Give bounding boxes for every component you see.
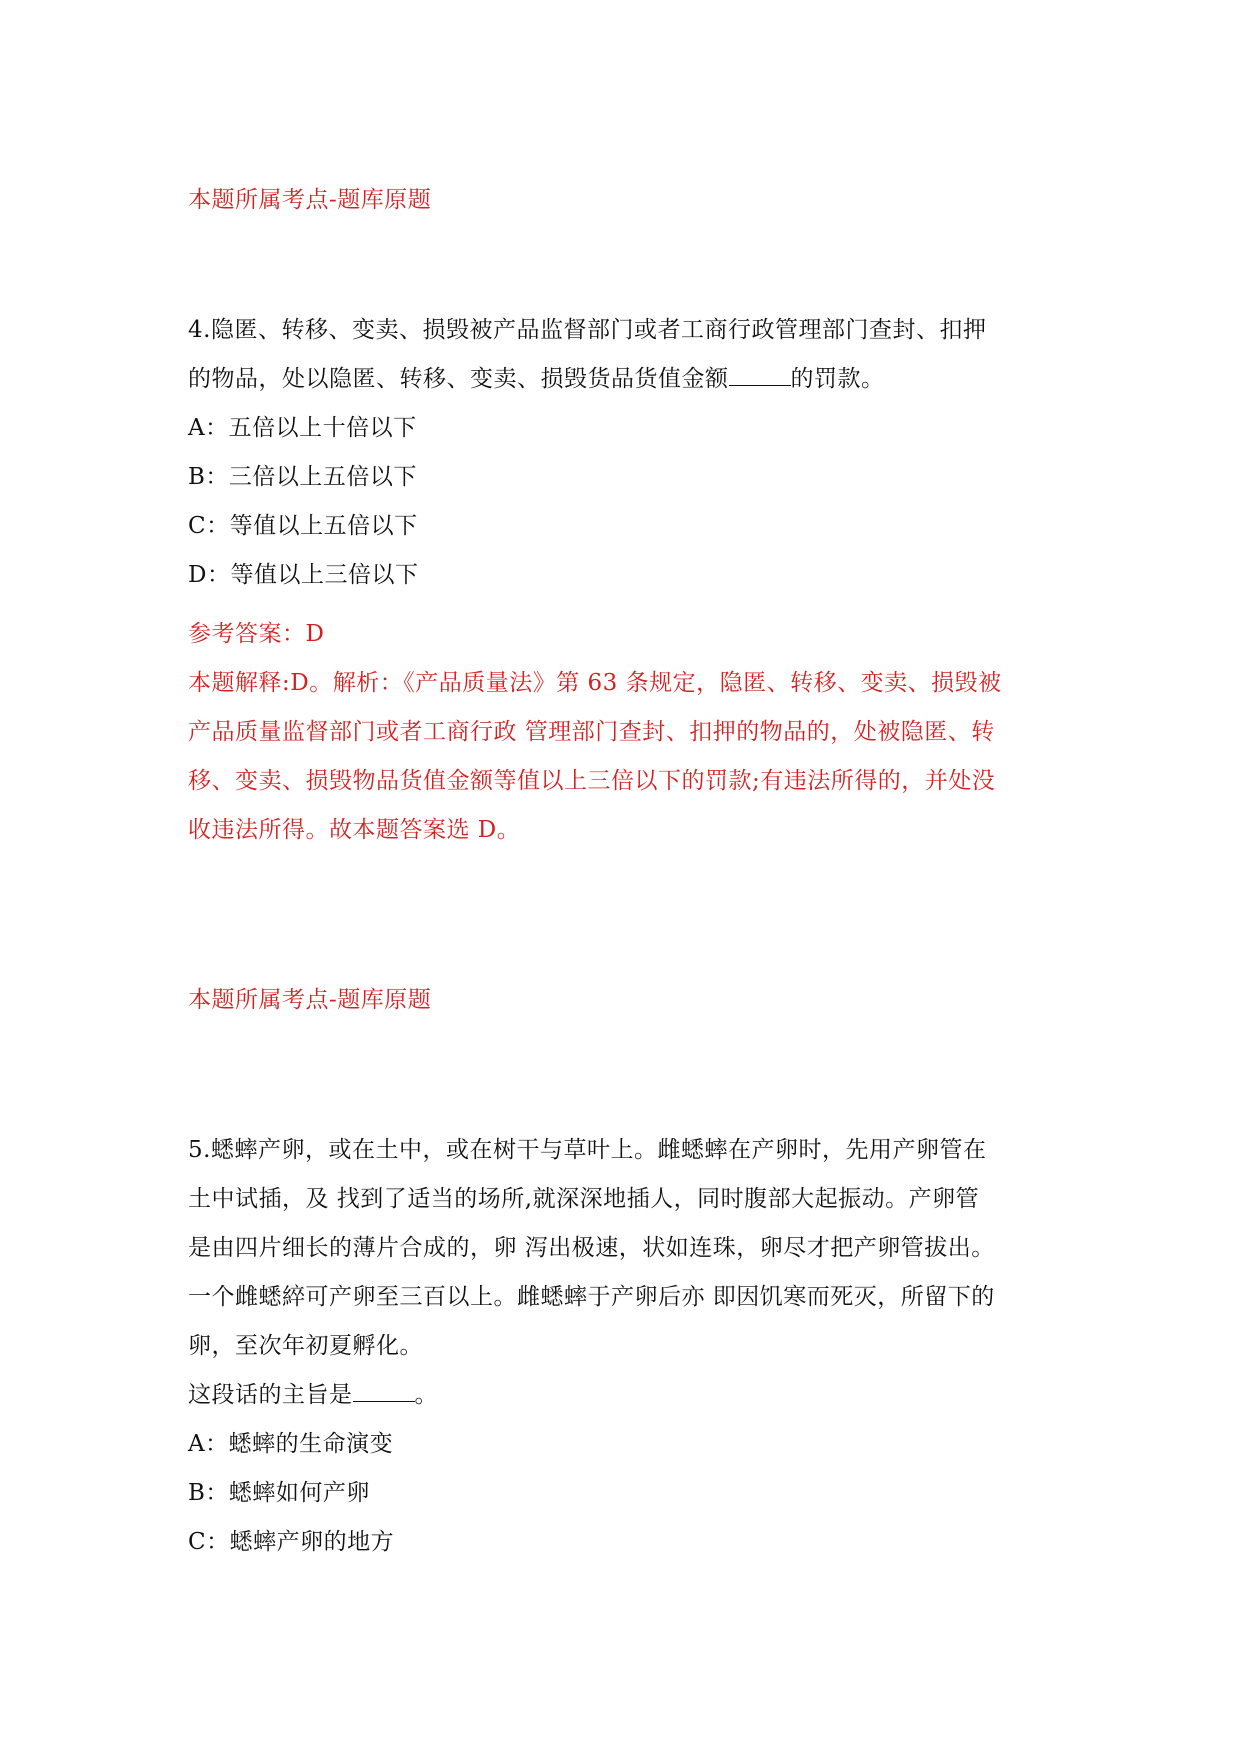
explanation-line: 本题解释:D。解析：《产品质量法》第 63 条规定，隐匿、转移、变卖、损毁被 — [188, 670, 1002, 696]
reference-answer: 参考答案：D — [188, 621, 325, 647]
question-stem-line: 土中试插，及 找到了适当的场所,就深深地插人，同时腹部大起振动。产卵管 — [188, 1186, 980, 1212]
option-c: C：蟋蟀产卵的地方 — [188, 1529, 395, 1555]
option-a: A：蟋蟀的生命演变 — [188, 1431, 394, 1457]
prompt-text: 这段话的主旨是 — [188, 1382, 353, 1408]
answer-blank — [353, 1379, 415, 1402]
q4-source — [188, 976, 1058, 1025]
question-stem-line: 5.蟋蟀产卵，或在土中，或在树干与草叶上。雌蟋蟀在产卵时，先用产卵管在 — [188, 1137, 987, 1163]
q4-answer-section — [188, 610, 1058, 855]
option-d: D：等值以上三倍以下 — [188, 562, 419, 588]
option-b: B：三倍以上五倍以下 — [188, 464, 417, 490]
question-5 — [188, 1126, 1058, 1567]
option-b: B：蟋蟀如何产卵 — [188, 1480, 370, 1506]
question-stem-line: 4.隐匿、转移、变卖、损毁被产品监督部门或者工商行政管理部门查封、扣押 — [188, 317, 987, 343]
source-label: 本题所属考点-题库原题 — [188, 187, 432, 213]
question-stem-line: 是由四片细长的薄片合成的，卵 泻出极速，状如连珠，卵尽才把产卵管拔出。 — [188, 1235, 995, 1261]
answer-blank — [729, 363, 791, 386]
option-a: A：五倍以上十倍以下 — [188, 415, 417, 441]
explanation-line: 产品质量监督部门或者工商行政 管理部门查封、扣押的物品的，处被隐匿、转 — [188, 719, 995, 745]
question-stem-line: 卵，至次年初夏孵化。 — [188, 1333, 423, 1359]
option-c: C：等值以上五倍以下 — [188, 513, 418, 539]
explanation-line: 收违法所得。故本题答案选 D。 — [188, 817, 521, 843]
section-top — [188, 176, 1058, 225]
source-label: 本题所属考点-题库原题 — [188, 987, 432, 1013]
question-stem-line — [188, 355, 1058, 404]
question-stem-line: 一个雌蟋綷可产卵至三百以上。雌蟋蟀于产卵后亦 即因饥寒而死灭，所留下的 — [188, 1284, 995, 1310]
explanation-line: 移、变卖、损毁物品货值金额等值以上三倍以下的罚款;有违法所得的，并处没 — [188, 768, 996, 794]
prompt-text: 。 — [414, 1382, 438, 1408]
question-prompt — [188, 1371, 1058, 1420]
stem-text: 的罚款。 — [790, 366, 885, 392]
question-4 — [188, 306, 1058, 600]
stem-text: 的物品，处以隐匿、转移、变卖、损毁货品货值金额 — [188, 366, 729, 392]
